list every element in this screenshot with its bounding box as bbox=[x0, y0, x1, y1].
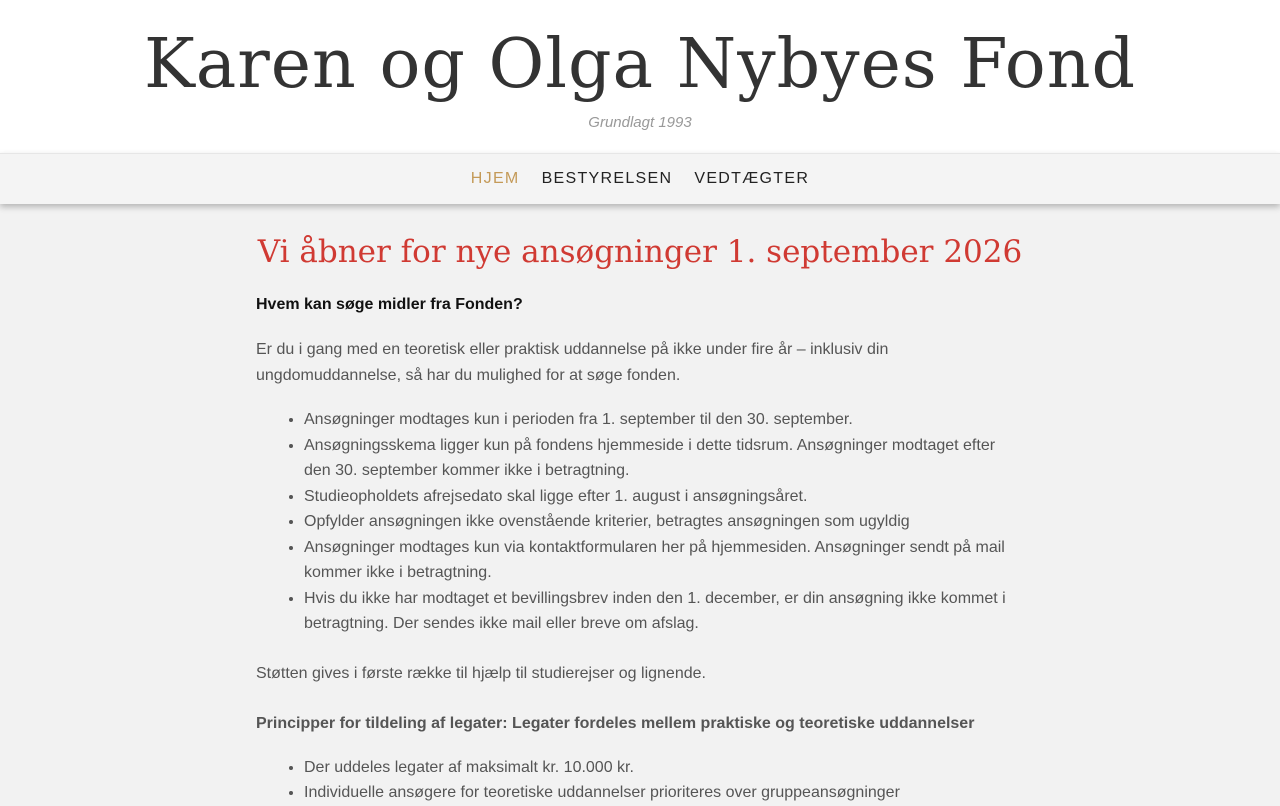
main-content bbox=[256, 204, 1024, 806]
site-tagline: Grundlagt 1993 bbox=[588, 114, 692, 131]
list-item: • Individuelle ansøgere for teoretiske uddannelser prioriteres over gruppeansøgninger bbox=[304, 780, 1024, 806]
announcement-heading: Vi åbner for nye ansøgninger 1. september 2026 bbox=[257, 234, 1023, 270]
list-item: • Ansøgningsskema ligger kun på fondens hjemmeside i dette tidsrum. Ansøgninger modtaget efter den 30. september kommer ikke i betragtning. bbox=[304, 433, 1024, 484]
list-item: • Ansøgninger modtages kun via kontaktformularen her på hjemmesiden. Ansøgninger sendt på mail kommer ikke i betragtning. bbox=[304, 535, 1024, 586]
list-item: • Der uddeles legater af maksimalt kr. 10.000 kr. bbox=[304, 755, 1024, 781]
nav-item-bestyrelsen bbox=[542, 154, 673, 204]
site-title[interactable]: Karen og Olga Nybyes Fond bbox=[143, 25, 1137, 104]
eligibility-question: Hvem kan søge midler fra Fonden? bbox=[256, 296, 523, 313]
list-item: • Ansøgninger modtages kun i perioden fra 1. september til den 30. september. bbox=[304, 407, 1024, 433]
rules-list bbox=[256, 407, 1024, 637]
nav-link-bestyrelsen[interactable]: BESTYRELSEN bbox=[541, 170, 673, 187]
list-item: • Hvis du ikke har modtaget et bevillingsbrev inden den 1. december, er din ansøgning ikke kommet i betragtning. Der sendes ikke mail eller breve om afslag. bbox=[304, 586, 1024, 637]
main-nav bbox=[0, 153, 1280, 204]
principles-list bbox=[256, 755, 1024, 806]
nav-link-hjem[interactable]: HJEM bbox=[470, 170, 520, 187]
list-item: • Opfylder ansøgningen ikke ovenstående kriterier, betragtes ansøgningen som ugyldig bbox=[304, 509, 1024, 535]
support-text: Støtten gives i første række til hjælp til studierejser og lignende. bbox=[256, 664, 706, 682]
nav-item-vedtaegter bbox=[694, 154, 809, 204]
site-header bbox=[0, 0, 1280, 153]
nav-list bbox=[471, 154, 809, 204]
principles-heading: Principper for tildeling af legater: Legater fordeles mellem praktiske og teoretiske uddannelser bbox=[256, 714, 975, 732]
list-item: • Studieopholdets afrejsedato skal ligge efter 1. august i ansøgningsåret. bbox=[304, 484, 1024, 510]
nav-item-hjem bbox=[471, 154, 520, 204]
nav-link-vedtaegter[interactable]: VEDTÆGTER bbox=[694, 170, 810, 187]
eligibility-intro: Er du i gang med en teoretisk eller praktisk uddannelse på ikke under fire år – inklusiv din ungdomuddannelse, så har du mulighed for at søge fonden. bbox=[256, 341, 889, 384]
